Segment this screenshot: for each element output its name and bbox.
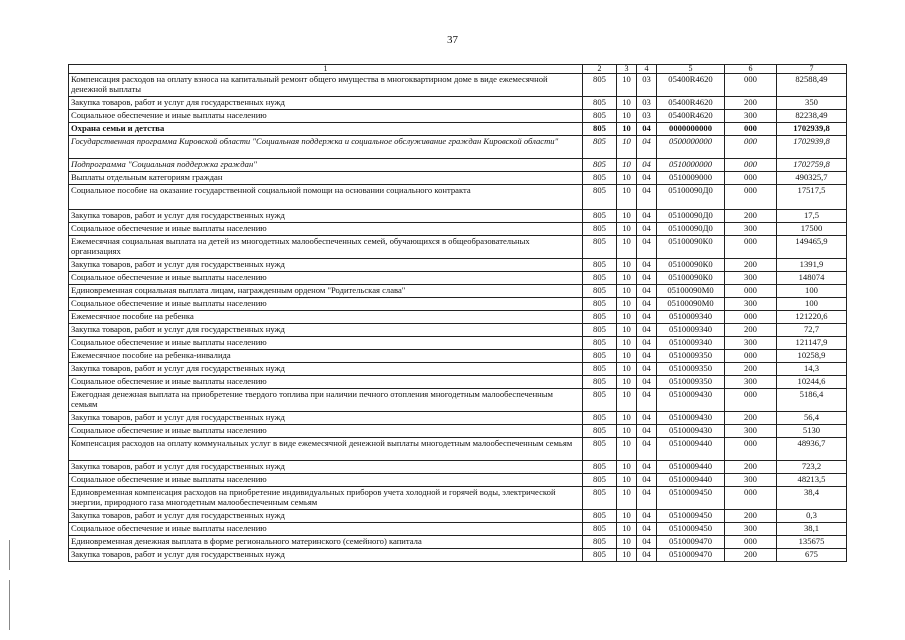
header-cell: 1 bbox=[69, 65, 583, 74]
row-value-cell: 04 bbox=[637, 298, 657, 311]
row-value-cell: 10 bbox=[617, 536, 637, 549]
row-value-cell: 04 bbox=[637, 549, 657, 562]
row-value-cell: 10 bbox=[617, 185, 637, 210]
table-row bbox=[69, 110, 847, 123]
row-name-cell: Выплаты отдельным категориям граждан bbox=[69, 172, 583, 185]
table-row bbox=[69, 389, 847, 412]
row-value-cell: 1391,9 bbox=[777, 259, 847, 272]
row-value-cell: 675 bbox=[777, 549, 847, 562]
row-value-cell: 0500000000 bbox=[657, 136, 725, 159]
row-value-cell: 805 bbox=[583, 350, 617, 363]
row-value-cell: 04 bbox=[637, 285, 657, 298]
row-value-cell: 04 bbox=[637, 223, 657, 236]
row-value-cell: 805 bbox=[583, 298, 617, 311]
row-value-cell: 135675 bbox=[777, 536, 847, 549]
row-value-cell: 805 bbox=[583, 425, 617, 438]
row-value-cell: 82238,49 bbox=[777, 110, 847, 123]
row-value-cell: 121220,6 bbox=[777, 311, 847, 324]
row-value-cell: 04 bbox=[637, 350, 657, 363]
row-value-cell: 300 bbox=[725, 376, 777, 389]
row-value-cell: 0510009450 bbox=[657, 510, 725, 523]
row-value-cell: 300 bbox=[725, 523, 777, 536]
row-value-cell: 805 bbox=[583, 412, 617, 425]
row-name-cell: Компенсация расходов на оплату взноса на капитальный ремонт общего имущества в многоквартирном доме в виде ежемесячной денежной выплаты bbox=[69, 74, 583, 97]
row-value-cell: 04 bbox=[637, 324, 657, 337]
row-value-cell: 0000000000 bbox=[657, 123, 725, 136]
row-value-cell: 000 bbox=[725, 438, 777, 461]
row-value-cell: 38,1 bbox=[777, 523, 847, 536]
row-value-cell: 04 bbox=[637, 510, 657, 523]
row-value-cell: 05100090Д0 bbox=[657, 223, 725, 236]
row-value-cell: 000 bbox=[725, 136, 777, 159]
table-row bbox=[69, 510, 847, 523]
margin-mark bbox=[9, 580, 10, 630]
row-value-cell: 10 bbox=[617, 259, 637, 272]
row-value-cell: 200 bbox=[725, 97, 777, 110]
row-value-cell: 300 bbox=[725, 272, 777, 285]
row-value-cell: 10 bbox=[617, 324, 637, 337]
row-value-cell: 04 bbox=[637, 185, 657, 210]
row-value-cell: 000 bbox=[725, 350, 777, 363]
table-row bbox=[69, 461, 847, 474]
row-value-cell: 0510009340 bbox=[657, 311, 725, 324]
row-value-cell: 300 bbox=[725, 223, 777, 236]
row-name-cell: Закупка товаров, работ и услуг для государственных нужд bbox=[69, 259, 583, 272]
row-value-cell: 000 bbox=[725, 74, 777, 97]
row-value-cell: 805 bbox=[583, 311, 617, 324]
table-row bbox=[69, 474, 847, 487]
row-value-cell: 0510009450 bbox=[657, 487, 725, 510]
table-row bbox=[69, 412, 847, 425]
row-value-cell: 000 bbox=[725, 236, 777, 259]
row-value-cell: 121147,9 bbox=[777, 337, 847, 350]
row-value-cell: 10 bbox=[617, 159, 637, 172]
row-value-cell: 56,4 bbox=[777, 412, 847, 425]
row-value-cell: 805 bbox=[583, 136, 617, 159]
row-value-cell: 03 bbox=[637, 97, 657, 110]
row-value-cell: 04 bbox=[637, 236, 657, 259]
row-value-cell: 0510009440 bbox=[657, 438, 725, 461]
row-value-cell: 000 bbox=[725, 389, 777, 412]
row-name-cell: Ежегодная денежная выплата на приобретение твердого топлива при наличии печного отопления многодетным малообеспеченным семьям bbox=[69, 389, 583, 412]
row-value-cell: 805 bbox=[583, 461, 617, 474]
table-row bbox=[69, 549, 847, 562]
row-value-cell: 805 bbox=[583, 185, 617, 210]
budget-table bbox=[68, 64, 847, 562]
row-value-cell: 10 bbox=[617, 285, 637, 298]
row-value-cell: 10 bbox=[617, 97, 637, 110]
row-value-cell: 10 bbox=[617, 376, 637, 389]
row-value-cell: 300 bbox=[725, 474, 777, 487]
row-value-cell: 805 bbox=[583, 510, 617, 523]
row-value-cell: 000 bbox=[725, 536, 777, 549]
row-value-cell: 805 bbox=[583, 259, 617, 272]
row-value-cell: 000 bbox=[725, 172, 777, 185]
row-value-cell: 10 bbox=[617, 523, 637, 536]
row-value-cell: 200 bbox=[725, 549, 777, 562]
row-value-cell: 805 bbox=[583, 438, 617, 461]
row-value-cell: 0510009430 bbox=[657, 425, 725, 438]
row-value-cell: 0510009350 bbox=[657, 376, 725, 389]
table-row bbox=[69, 311, 847, 324]
row-value-cell: 200 bbox=[725, 412, 777, 425]
row-value-cell: 200 bbox=[725, 210, 777, 223]
row-name-cell: Социальное обеспечение и иные выплаты населению bbox=[69, 337, 583, 350]
row-value-cell: 04 bbox=[637, 536, 657, 549]
row-value-cell: 1702759,8 bbox=[777, 159, 847, 172]
table-row bbox=[69, 350, 847, 363]
row-value-cell: 10 bbox=[617, 350, 637, 363]
row-value-cell: 10 bbox=[617, 136, 637, 159]
row-value-cell: 10 bbox=[617, 311, 637, 324]
row-value-cell: 200 bbox=[725, 259, 777, 272]
row-value-cell: 300 bbox=[725, 110, 777, 123]
row-value-cell: 10 bbox=[617, 389, 637, 412]
row-value-cell: 0510009340 bbox=[657, 324, 725, 337]
row-value-cell: 000 bbox=[725, 123, 777, 136]
row-value-cell: 10 bbox=[617, 363, 637, 376]
row-value-cell: 05400R4620 bbox=[657, 97, 725, 110]
row-value-cell: 1702939,8 bbox=[777, 136, 847, 159]
row-value-cell: 04 bbox=[637, 412, 657, 425]
table-row bbox=[69, 536, 847, 549]
row-value-cell: 04 bbox=[637, 337, 657, 350]
row-value-cell: 805 bbox=[583, 474, 617, 487]
row-name-cell: Закупка товаров, работ и услуг для государственных нужд bbox=[69, 363, 583, 376]
table-row bbox=[69, 210, 847, 223]
table-row bbox=[69, 487, 847, 510]
row-value-cell: 805 bbox=[583, 523, 617, 536]
row-value-cell: 04 bbox=[637, 474, 657, 487]
row-value-cell: 1702939,8 bbox=[777, 123, 847, 136]
row-value-cell: 0510009470 bbox=[657, 549, 725, 562]
row-name-cell: Социальное обеспечение и иные выплаты населению bbox=[69, 223, 583, 236]
row-name-cell: Социальное обеспечение и иные выплаты населению bbox=[69, 110, 583, 123]
row-value-cell: 05100090Д0 bbox=[657, 185, 725, 210]
row-value-cell: 04 bbox=[637, 425, 657, 438]
row-name-cell: Подпрограмма "Социальная поддержка граждан" bbox=[69, 159, 583, 172]
row-value-cell: 0510009430 bbox=[657, 412, 725, 425]
header-cell: 4 bbox=[637, 65, 657, 74]
row-name-cell: Закупка товаров, работ и услуг для государственных нужд bbox=[69, 461, 583, 474]
row-name-cell: Закупка товаров, работ и услуг для государственных нужд bbox=[69, 412, 583, 425]
row-value-cell: 10244,6 bbox=[777, 376, 847, 389]
row-value-cell: 000 bbox=[725, 311, 777, 324]
table-row bbox=[69, 363, 847, 376]
row-name-cell: Единовременная денежная выплата в форме регионального материнского (семейного) капитала bbox=[69, 536, 583, 549]
row-value-cell: 805 bbox=[583, 337, 617, 350]
row-value-cell: 04 bbox=[637, 389, 657, 412]
row-value-cell: 805 bbox=[583, 172, 617, 185]
row-value-cell: 04 bbox=[637, 363, 657, 376]
row-value-cell: 149465,9 bbox=[777, 236, 847, 259]
row-name-cell: Закупка товаров, работ и услуг для государственных нужд bbox=[69, 210, 583, 223]
row-value-cell: 723,2 bbox=[777, 461, 847, 474]
table-row bbox=[69, 425, 847, 438]
row-value-cell: 000 bbox=[725, 159, 777, 172]
row-value-cell: 10 bbox=[617, 337, 637, 350]
row-value-cell: 04 bbox=[637, 461, 657, 474]
header-cell: 6 bbox=[725, 65, 777, 74]
row-value-cell: 10 bbox=[617, 172, 637, 185]
header-cell: 3 bbox=[617, 65, 637, 74]
row-value-cell: 05400R4620 bbox=[657, 74, 725, 97]
row-value-cell: 38,4 bbox=[777, 487, 847, 510]
row-value-cell: 5130 bbox=[777, 425, 847, 438]
row-value-cell: 10 bbox=[617, 74, 637, 97]
row-value-cell: 490325,7 bbox=[777, 172, 847, 185]
row-value-cell: 10 bbox=[617, 412, 637, 425]
row-value-cell: 0510009430 bbox=[657, 389, 725, 412]
row-value-cell: 10 bbox=[617, 110, 637, 123]
row-value-cell: 805 bbox=[583, 74, 617, 97]
row-name-cell: Социальное обеспечение и иные выплаты населению bbox=[69, 298, 583, 311]
row-value-cell: 05100090К0 bbox=[657, 272, 725, 285]
row-value-cell: 0510009450 bbox=[657, 523, 725, 536]
row-value-cell: 14,3 bbox=[777, 363, 847, 376]
row-value-cell: 5186,4 bbox=[777, 389, 847, 412]
table-row bbox=[69, 523, 847, 536]
row-name-cell: Закупка товаров, работ и услуг для государственных нужд bbox=[69, 510, 583, 523]
row-value-cell: 0510009470 bbox=[657, 536, 725, 549]
row-value-cell: 10 bbox=[617, 123, 637, 136]
row-value-cell: 17500 bbox=[777, 223, 847, 236]
table-row bbox=[69, 223, 847, 236]
table-row bbox=[69, 172, 847, 185]
row-value-cell: 0510009350 bbox=[657, 363, 725, 376]
row-name-cell: Социальное обеспечение и иные выплаты населению bbox=[69, 272, 583, 285]
row-value-cell: 300 bbox=[725, 337, 777, 350]
row-value-cell: 72,7 bbox=[777, 324, 847, 337]
table-row bbox=[69, 136, 847, 159]
header-cell: 7 bbox=[777, 65, 847, 74]
row-value-cell: 10 bbox=[617, 487, 637, 510]
row-value-cell: 805 bbox=[583, 389, 617, 412]
row-value-cell: 48213,5 bbox=[777, 474, 847, 487]
row-name-cell: Социальное обеспечение и иные выплаты населению bbox=[69, 474, 583, 487]
row-name-cell: Ежемесячная социальная выплата на детей из многодетных малообеспеченных семей, обучающихся в общеобразовательных организациях bbox=[69, 236, 583, 259]
row-value-cell: 10 bbox=[617, 510, 637, 523]
row-value-cell: 805 bbox=[583, 324, 617, 337]
table-row bbox=[69, 123, 847, 136]
row-value-cell: 04 bbox=[637, 311, 657, 324]
row-value-cell: 04 bbox=[637, 487, 657, 510]
row-value-cell: 805 bbox=[583, 487, 617, 510]
row-value-cell: 10 bbox=[617, 425, 637, 438]
row-value-cell: 05400R4620 bbox=[657, 110, 725, 123]
row-value-cell: 000 bbox=[725, 185, 777, 210]
table-row bbox=[69, 236, 847, 259]
page-number: 37 bbox=[447, 34, 458, 46]
row-name-cell: Государственная программа Кировской области "Социальная поддержка и социальное обслуживание граждан Кировской области" bbox=[69, 136, 583, 159]
row-value-cell: 0,3 bbox=[777, 510, 847, 523]
row-value-cell: 0510009440 bbox=[657, 461, 725, 474]
row-name-cell: Ежемесячное пособие на ребенка-инвалида bbox=[69, 350, 583, 363]
row-name-cell: Закупка товаров, работ и услуг для государственных нужд bbox=[69, 324, 583, 337]
row-value-cell: 805 bbox=[583, 110, 617, 123]
row-value-cell: 0510009340 bbox=[657, 337, 725, 350]
row-name-cell: Социальное обеспечение и иные выплаты населению bbox=[69, 425, 583, 438]
row-value-cell: 148074 bbox=[777, 272, 847, 285]
row-value-cell: 04 bbox=[637, 438, 657, 461]
row-value-cell: 05100090М0 bbox=[657, 285, 725, 298]
row-value-cell: 805 bbox=[583, 285, 617, 298]
row-value-cell: 200 bbox=[725, 461, 777, 474]
row-value-cell: 200 bbox=[725, 363, 777, 376]
header-cell: 2 bbox=[583, 65, 617, 74]
table-row bbox=[69, 185, 847, 210]
table-row bbox=[69, 97, 847, 110]
row-name-cell: Ежемесячное пособие на ребенка bbox=[69, 311, 583, 324]
table-row bbox=[69, 285, 847, 298]
row-value-cell: 100 bbox=[777, 285, 847, 298]
row-value-cell: 05100090Д0 bbox=[657, 210, 725, 223]
table-header-row bbox=[69, 65, 847, 74]
row-value-cell: 10258,9 bbox=[777, 350, 847, 363]
row-value-cell: 350 bbox=[777, 97, 847, 110]
row-value-cell: 10 bbox=[617, 549, 637, 562]
row-value-cell: 300 bbox=[725, 425, 777, 438]
table-row bbox=[69, 337, 847, 350]
row-value-cell: 05100090М0 bbox=[657, 298, 725, 311]
table-row bbox=[69, 324, 847, 337]
table-row bbox=[69, 438, 847, 461]
row-value-cell: 300 bbox=[725, 298, 777, 311]
row-value-cell: 200 bbox=[725, 324, 777, 337]
row-value-cell: 10 bbox=[617, 298, 637, 311]
row-value-cell: 805 bbox=[583, 123, 617, 136]
row-name-cell: Единовременная социальная выплата лицам, награжденным орденом "Родительская слава" bbox=[69, 285, 583, 298]
row-value-cell: 805 bbox=[583, 97, 617, 110]
row-value-cell: 82588,49 bbox=[777, 74, 847, 97]
row-value-cell: 05100090К0 bbox=[657, 259, 725, 272]
row-value-cell: 200 bbox=[725, 510, 777, 523]
table-row bbox=[69, 298, 847, 311]
row-name-cell: Единовременная компенсация расходов на приобретение индивидуальных приборов учета холодной и горячей воды, электрической энергии, природного газа многодетным малообеспеченным семьям bbox=[69, 487, 583, 510]
table-row bbox=[69, 159, 847, 172]
row-value-cell: 805 bbox=[583, 272, 617, 285]
row-value-cell: 0510000000 bbox=[657, 159, 725, 172]
row-value-cell: 805 bbox=[583, 210, 617, 223]
row-value-cell: 10 bbox=[617, 474, 637, 487]
row-value-cell: 10 bbox=[617, 210, 637, 223]
header-cell: 5 bbox=[657, 65, 725, 74]
row-value-cell: 0510009350 bbox=[657, 350, 725, 363]
row-value-cell: 04 bbox=[637, 272, 657, 285]
row-value-cell: 10 bbox=[617, 272, 637, 285]
row-value-cell: 10 bbox=[617, 438, 637, 461]
row-value-cell: 0510009000 bbox=[657, 172, 725, 185]
row-name-cell: Социальное обеспечение и иные выплаты населению bbox=[69, 376, 583, 389]
margin-mark bbox=[9, 540, 10, 570]
row-name-cell: Закупка товаров, работ и услуг для государственных нужд bbox=[69, 549, 583, 562]
row-value-cell: 48936,7 bbox=[777, 438, 847, 461]
row-value-cell: 805 bbox=[583, 376, 617, 389]
row-name-cell: Закупка товаров, работ и услуг для государственных нужд bbox=[69, 97, 583, 110]
row-value-cell: 04 bbox=[637, 210, 657, 223]
table-row bbox=[69, 376, 847, 389]
row-value-cell: 805 bbox=[583, 363, 617, 376]
row-value-cell: 05100090К0 bbox=[657, 236, 725, 259]
row-name-cell: Социальное обеспечение и иные выплаты населению bbox=[69, 523, 583, 536]
table-row bbox=[69, 272, 847, 285]
row-value-cell: 805 bbox=[583, 536, 617, 549]
row-value-cell: 100 bbox=[777, 298, 847, 311]
row-value-cell: 000 bbox=[725, 285, 777, 298]
row-value-cell: 17517,5 bbox=[777, 185, 847, 210]
row-value-cell: 805 bbox=[583, 549, 617, 562]
table-row bbox=[69, 259, 847, 272]
table-row bbox=[69, 74, 847, 97]
row-value-cell: 04 bbox=[637, 172, 657, 185]
row-name-cell: Компенсация расходов на оплату коммунальных услуг в виде ежемесячной денежной выплаты многодетным малообеспеченным семьям bbox=[69, 438, 583, 461]
row-value-cell: 04 bbox=[637, 159, 657, 172]
row-value-cell: 04 bbox=[637, 376, 657, 389]
row-value-cell: 04 bbox=[637, 259, 657, 272]
row-value-cell: 000 bbox=[725, 487, 777, 510]
row-value-cell: 04 bbox=[637, 136, 657, 159]
row-value-cell: 04 bbox=[637, 523, 657, 536]
row-value-cell: 03 bbox=[637, 110, 657, 123]
row-value-cell: 805 bbox=[583, 159, 617, 172]
row-value-cell: 0510009440 bbox=[657, 474, 725, 487]
row-value-cell: 03 bbox=[637, 74, 657, 97]
row-value-cell: 805 bbox=[583, 236, 617, 259]
row-name-cell: Социальное пособие на оказание государственной социальной помощи на основании социального контракта bbox=[69, 185, 583, 210]
row-name-cell: Охрана семьи и детства bbox=[69, 123, 583, 136]
row-value-cell: 04 bbox=[637, 123, 657, 136]
row-value-cell: 805 bbox=[583, 223, 617, 236]
row-value-cell: 10 bbox=[617, 461, 637, 474]
row-value-cell: 10 bbox=[617, 236, 637, 259]
row-value-cell: 17,5 bbox=[777, 210, 847, 223]
row-value-cell: 10 bbox=[617, 223, 637, 236]
